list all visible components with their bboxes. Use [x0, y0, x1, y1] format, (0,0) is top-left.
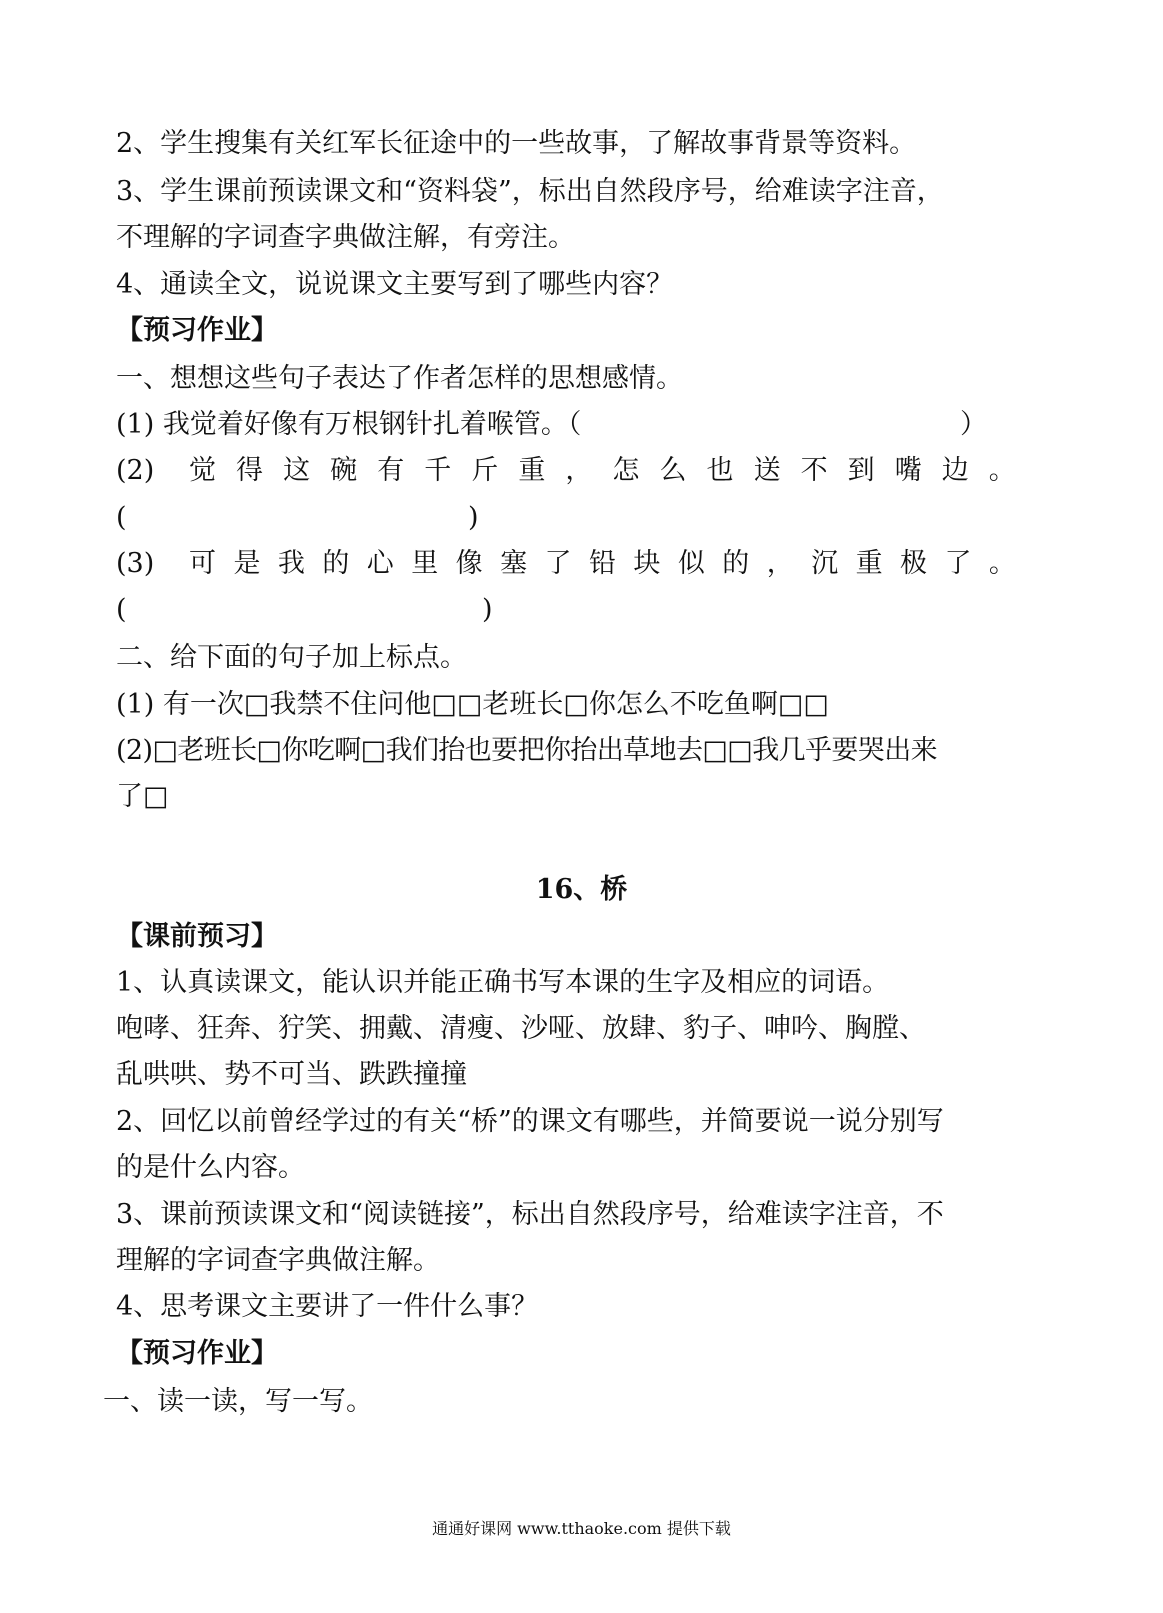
vocab-line-2: 乱哄哄、势不可当、跌跌撞撞: [116, 1059, 467, 1090]
q1-item-1-close: ）: [960, 409, 987, 440]
prep-item-2-cont: 的是什么内容。: [116, 1152, 305, 1183]
question-1-title: 一、想想这些句子表达了作者怎样的思想感情。: [116, 363, 683, 394]
prep-item-3: 3、学生课前预读课文和“资料袋”，标出自然段序号，给难读字注音，: [116, 176, 944, 207]
q1-item-1: [116, 408, 581, 442]
q1-item-3-text: 可 是 我 的 心 里 像 塞 了 铅 块 似 的 ， 沉 重 极 了 。: [189, 548, 1016, 579]
homework-heading-2: 【预习作业】: [116, 1338, 278, 1369]
q2-item-2: (2)□老班长□你吃啊□我们抬也要把你抬出草地去□□我几乎要哭出来: [116, 735, 937, 766]
q1-item-2-open: (: [116, 502, 127, 533]
prep-heading: 【课前预习】: [116, 921, 278, 952]
s2-question-1-title: 一、读一读，写一写。: [103, 1386, 373, 1417]
footer-text: 通通好课网 www.tthaoke.com 提供下载: [432, 1519, 731, 1538]
prep-item-3-cont: 不理解的字词查字典做注解，有旁注。: [116, 222, 575, 253]
prep-item-1: 1、认真读课文，能认识并能正确书写本课的生字及相应的词语。: [116, 967, 890, 998]
vocab-line-1: 咆哮、狂奔、狞笑、拥戴、清瘦、沙哑、放肆、豹子、呻吟、胸膛、: [116, 1013, 926, 1044]
prep-item-3: 3、课前预读课文和“阅读链接”，标出自然段序号，给难读字注音，不: [116, 1199, 944, 1230]
prep-item-2: 2、学生搜集有关红军长征途中的一些故事，了解故事背景等资料。: [116, 128, 917, 159]
lesson-title: 16、桥: [535, 874, 628, 905]
homework-heading: 【预习作业】: [116, 315, 278, 346]
prep-item-4: 4、思考课文主要讲了一件什么事？: [116, 1291, 539, 1322]
q2-item-2-cont: 了□: [116, 781, 169, 812]
q1-item-2-num: (2): [116, 455, 155, 486]
question-2-title: 二、给下面的句子加上标点。: [116, 642, 467, 673]
q1-item-2-text: 觉 得 这 碗 有 千 斤 重 ， 怎 么 也 送 不 到 嘴 边 。: [189, 455, 1016, 486]
q1-item-2-close: ): [468, 502, 479, 533]
q1-item-3-close: ): [482, 594, 493, 625]
q1-item-3-num: (3): [116, 548, 155, 579]
prep-item-4: 4、通读全文，说说课文主要写到了哪些内容？: [116, 269, 674, 300]
q1-item-3-open: (: [116, 594, 127, 625]
q2-item-1: (1) 有一次□我禁不住问他□□老班长□你怎么不吃鱼啊□□: [116, 689, 829, 720]
prep-item-3-cont: 理解的字词查字典做注解。: [116, 1245, 440, 1276]
q1-item-1-num: (1): [116, 409, 155, 440]
q1-item-2: [116, 454, 1016, 488]
prep-item-2: 2、回忆以前曾经学过的有关“桥”的课文有哪些，并简要说一说分别写: [116, 1106, 944, 1137]
q1-item-3: [116, 547, 1016, 581]
q1-item-1-text: 我觉着好像有万根钢针扎着喉管。（: [162, 409, 582, 440]
